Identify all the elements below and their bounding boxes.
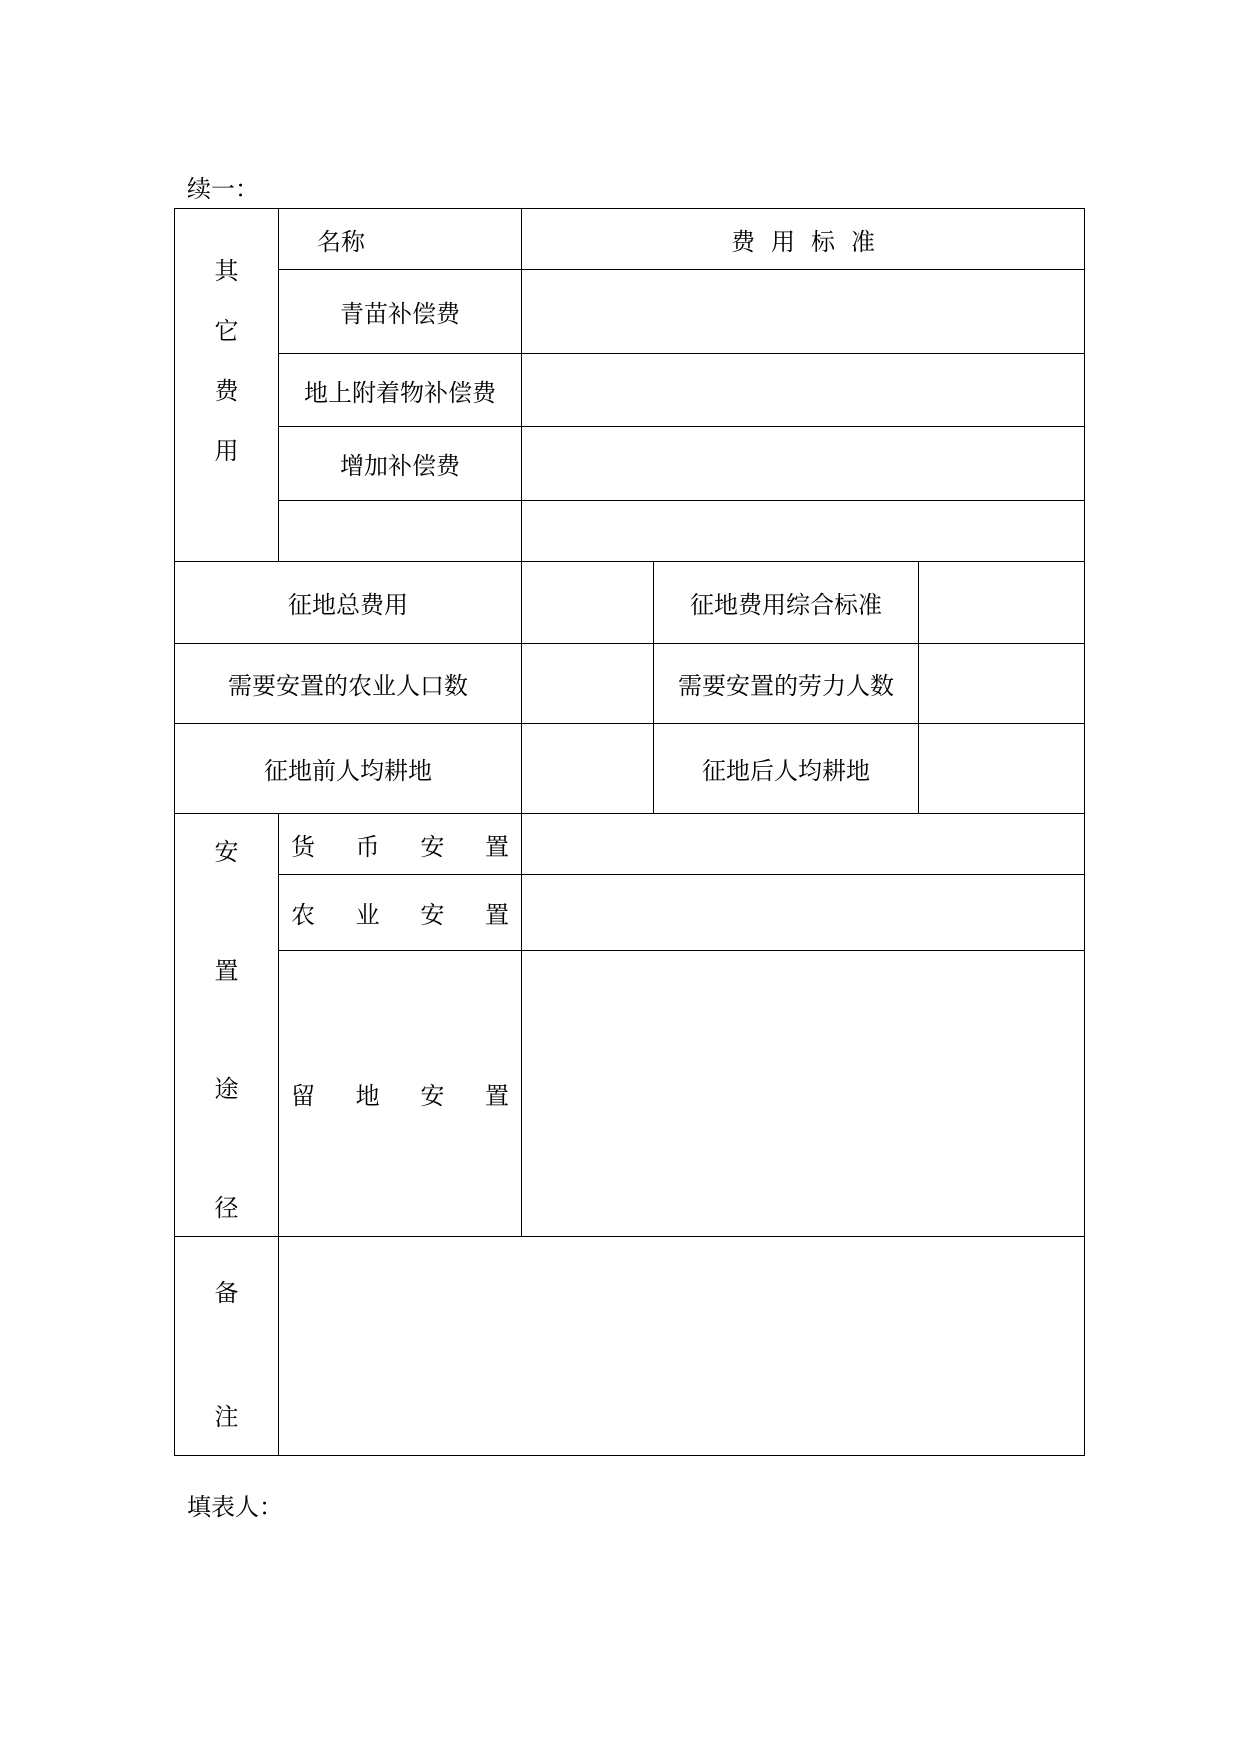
fee-standard-header-char: 费	[731, 227, 756, 256]
resettlement-label-char: 置	[214, 956, 239, 985]
land-before-input[interactable]	[522, 724, 654, 814]
monetary-resettlement-char: 置	[484, 832, 509, 861]
land-acquisition-form	[174, 208, 1085, 1456]
agricultural-resettlement-char: 农	[291, 901, 315, 930]
monetary-resettlement-char: 币	[355, 832, 380, 861]
fee-standard-input[interactable]	[522, 354, 1085, 427]
resettlement-label-char: 安	[214, 838, 239, 866]
land-reserve-resettlement-char: 留	[291, 1082, 315, 1111]
land-reserve-resettlement-char: 地	[355, 1082, 380, 1111]
agri-population-input[interactable]	[522, 644, 654, 724]
fee-name-cell: 增加补偿费	[279, 427, 522, 501]
name-column-header: 名称	[279, 209, 522, 270]
total-fee-label: 征地总费用	[175, 562, 522, 644]
monetary-resettlement-char: 安	[420, 832, 445, 861]
other-fees-label-char: 费	[214, 377, 239, 405]
land-reserve-resettlement-label	[279, 951, 522, 1237]
continuation-heading: 续一：	[187, 175, 259, 203]
land-reserve-resettlement-char: 置	[484, 1082, 509, 1111]
total-fee-input[interactable]	[522, 562, 654, 644]
agricultural-resettlement-label	[279, 875, 522, 951]
monetary-resettlement-char: 货	[291, 832, 315, 861]
land-reserve-resettlement-input[interactable]	[522, 951, 1085, 1237]
remarks-label-char: 注	[214, 1403, 239, 1431]
agricultural-resettlement-char: 业	[355, 901, 380, 930]
fee-name-cell: 青苗补偿费	[279, 270, 522, 354]
other-fees-label-char: 用	[214, 437, 239, 465]
fee-standard-input[interactable]	[522, 427, 1085, 501]
remarks-label-cell	[175, 1237, 279, 1456]
other-fees-label-cell	[175, 209, 279, 562]
remarks-label-char: 备	[214, 1279, 239, 1307]
monetary-resettlement-label	[279, 814, 522, 875]
land-before-label: 征地前人均耕地	[175, 724, 522, 814]
fee-standard-header-char: 用	[771, 227, 796, 256]
form-filler-label: 填表人：	[187, 1493, 283, 1521]
remarks-input[interactable]	[279, 1237, 1085, 1456]
resettlement-label-char: 径	[214, 1193, 239, 1222]
agricultural-resettlement-input[interactable]	[522, 875, 1085, 951]
comprehensive-standard-label: 征地费用综合标准	[654, 562, 919, 644]
land-reserve-resettlement-char: 安	[420, 1082, 445, 1111]
labor-count-input[interactable]	[919, 644, 1085, 724]
fee-standard-header	[522, 209, 1085, 270]
resettlement-label-cell	[175, 814, 279, 1237]
fee-standard-input[interactable]	[522, 501, 1085, 562]
comprehensive-standard-input[interactable]	[919, 562, 1085, 644]
fee-standard-header-char: 准	[851, 227, 876, 256]
other-fees-label-char: 它	[214, 317, 239, 345]
other-fees-label-char: 其	[214, 257, 239, 285]
land-after-input[interactable]	[919, 724, 1085, 814]
monetary-resettlement-input[interactable]	[522, 814, 1085, 875]
fee-standard-input[interactable]	[522, 270, 1085, 354]
land-after-label: 征地后人均耕地	[654, 724, 919, 814]
labor-count-label: 需要安置的劳力人数	[654, 644, 919, 724]
fee-name-cell[interactable]	[279, 501, 522, 562]
fee-standard-header-char: 标	[811, 227, 836, 256]
agricultural-resettlement-char: 置	[484, 901, 509, 930]
agricultural-resettlement-char: 安	[420, 901, 445, 930]
fee-name-cell: 地上附着物补偿费	[279, 354, 522, 427]
resettlement-label-char: 途	[214, 1075, 239, 1104]
agri-population-label: 需要安置的农业人口数	[175, 644, 522, 724]
